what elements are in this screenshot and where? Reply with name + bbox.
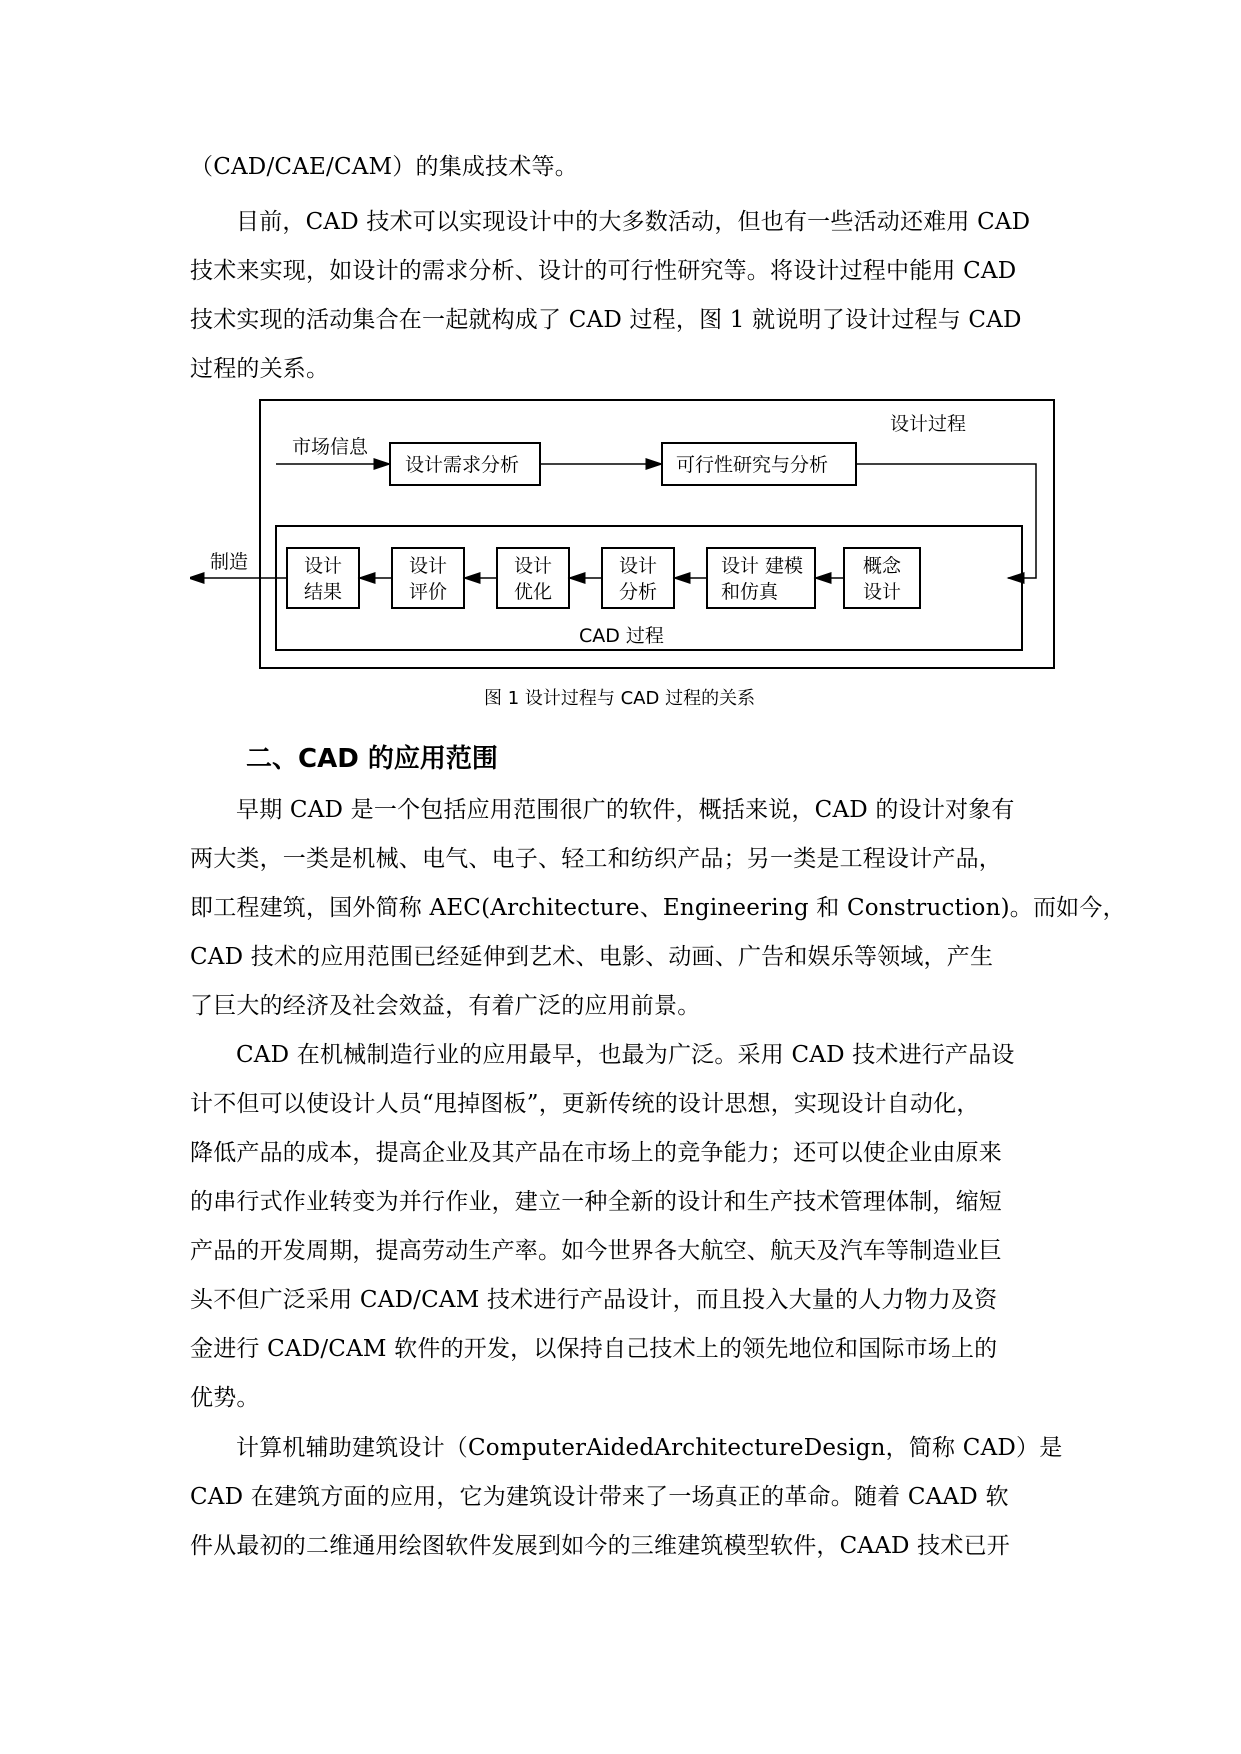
paragraph-1 <box>190 143 1050 192</box>
text-line: 技术实现的活动集合在一起就构成了 CAD 过程，图 1 就说明了设计过程与 CAD <box>190 307 1022 333</box>
process-box-evaluation <box>392 548 464 608</box>
process-box-analysis <box>602 548 674 608</box>
text-line: 计算机辅助建筑设计（ComputerAidedArchitectureDesign，简称 CAD）是 <box>236 1435 1063 1461</box>
box-line: 结果 <box>304 581 343 603</box>
process-box-concept <box>844 548 920 608</box>
text-line: （CAD/CAE/CAM）的集成技术等。 <box>190 154 578 180</box>
box-line: 设计 <box>304 555 343 577</box>
text-line: 的串行式作业转变为并行作业，建立一种全新的设计和生产技术管理体制，缩短 <box>190 1189 1002 1215</box>
text-line: CAD 在机械制造行业的应用最早，也最为广泛。采用 CAD 技术进行产品设 <box>236 1042 1015 1068</box>
text-line: 头不但广泛采用 CAD/CAM 技术进行产品设计，而且投入大量的人力物力及资 <box>190 1287 998 1313</box>
text-line: 降低产品的成本，提高企业及其产品在市场上的竞争能力；还可以使企业由原来 <box>190 1140 1002 1166</box>
cad-process-label: CAD 过程 <box>579 625 664 647</box>
text-line: 过程的关系。 <box>190 356 330 382</box>
box-line: 概念 <box>863 555 902 577</box>
box-line: 设计 <box>514 555 553 577</box>
text-line: CAD 在建筑方面的应用，它为建筑设计带来了一场真正的革命。随着 CAAD 软 <box>190 1484 1009 1510</box>
process-box-modeling <box>707 548 815 608</box>
box-line: 和仿真 <box>721 581 779 603</box>
text-line: 产品的开发周期，提高劳动生产率。如今世界各大航空、航天及汽车等制造业巨 <box>190 1238 1002 1264</box>
paragraph-3 <box>190 786 1126 1031</box>
text-line: 技术来实现，如设计的需求分析、设计的可行性研究等。将设计过程中能用 CAD <box>190 258 1017 284</box>
feasibility-label: 可行性研究与分析 <box>676 454 829 476</box>
text-line: 早期 CAD 是一个包括应用范围很广的软件，概括来说，CAD 的设计对象有 <box>236 797 1015 823</box>
section-heading: 二、CAD 的应用范围 <box>246 744 498 774</box>
text-line: 即工程建筑，国外简称 AEC(Architecture、Engineering 和 Construction)。而如今， <box>190 895 1126 921</box>
text-line: CAD 技术的应用范围已经延伸到艺术、电影、动画、广告和娱乐等领域，产生 <box>190 944 994 970</box>
text-line: 目前，CAD 技术可以实现设计中的大多数活动，但也有一些活动还难用 CAD <box>236 209 1031 235</box>
box-line: 设计 <box>863 581 902 603</box>
text-line: 件从最初的二维通用绘图软件发展到如今的三维建筑模型软件，CAAD 技术已开 <box>190 1533 1010 1559</box>
text-line: 两大类，一类是机械、电气、电子、轻工和纺织产品；另一类是工程设计产品， <box>190 846 1002 872</box>
box-line: 分析 <box>619 581 658 603</box>
manufacture-label: 制造 <box>210 551 249 573</box>
text-line: 优势。 <box>190 1385 260 1411</box>
market-info-label: 市场信息 <box>292 436 369 458</box>
paragraph-2 <box>190 198 1050 394</box>
text-line: 金进行 CAD/CAM 软件的开发，以保持自己技术上的领先地位和国际市场上的 <box>190 1336 998 1362</box>
paragraph-5 <box>190 1424 1063 1571</box>
design-process-label: 设计过程 <box>890 413 967 435</box>
text-line: 了巨大的经济及社会效益，有着广泛的应用前景。 <box>190 993 701 1019</box>
box-line: 设计 <box>619 555 658 577</box>
figure-caption: 图 1 设计过程与 CAD 过程的关系 <box>484 688 756 709</box>
paragraph-4 <box>190 1031 1050 1423</box>
box-line: 设计 <box>409 555 448 577</box>
process-box-optimization <box>497 548 569 608</box>
box-line: 评价 <box>409 581 448 603</box>
box-line: 设计 建模 <box>721 555 804 577</box>
design-process-diagram <box>190 398 1060 672</box>
demand-analysis-label: 设计需求分析 <box>405 454 520 476</box>
text-line: 计不但可以使设计人员“甩掉图板”，更新传统的设计思想，实现设计自动化， <box>190 1091 980 1117</box>
box-line: 优化 <box>514 581 553 603</box>
process-box-result <box>287 548 359 608</box>
